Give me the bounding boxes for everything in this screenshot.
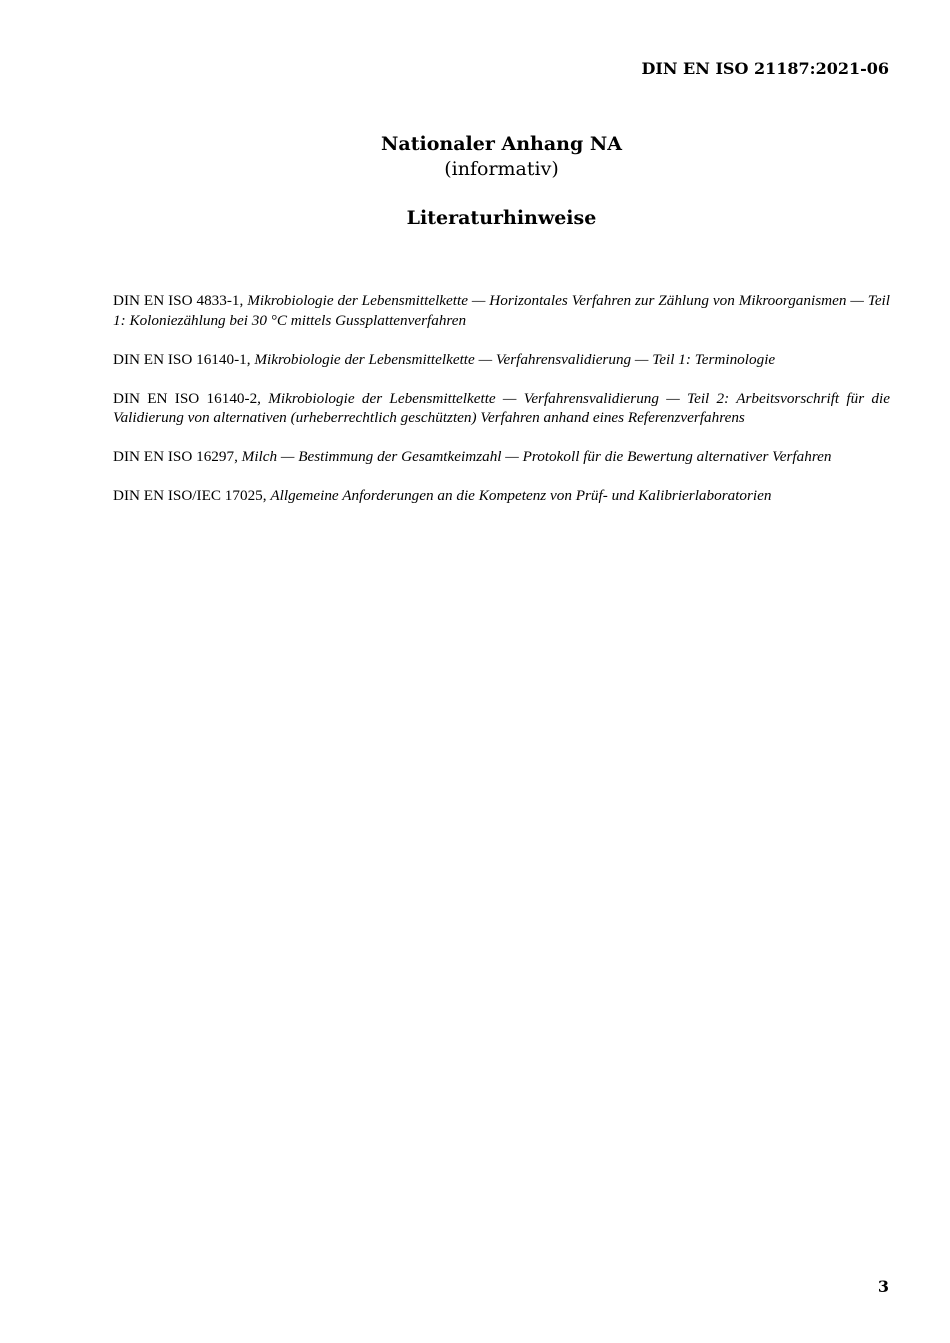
reference-standard: DIN EN ISO/IEC 17025, xyxy=(113,487,267,504)
reference-title: Milch — Bestimmung der Gesamtkeimzahl — Protokoll für die Bewertung alternativer Verfahren xyxy=(241,448,832,465)
section-title: Literaturhinweise xyxy=(406,207,597,229)
reference-standard: DIN EN ISO 16140-1, xyxy=(113,350,251,368)
document-id-header: DIN EN ISO 21187:2021-06 xyxy=(641,59,889,78)
reference-title: Mikrobiologie der Lebensmittelkette — Verfahrensvalidierung — Teil 1: Terminologie xyxy=(254,350,776,368)
annex-title: Nationaler Anhang NA xyxy=(381,133,622,155)
reference-title: Allgemeine Anforderungen an die Kompetenz von Prüf- und Kalibrierlaboratorien xyxy=(270,487,772,504)
reference-item xyxy=(113,389,890,428)
reference-list xyxy=(113,291,890,525)
annex-subtitle: (informativ) xyxy=(444,158,559,180)
reference-item xyxy=(113,447,890,467)
page-number: 3 xyxy=(877,1277,889,1296)
reference-standard: DIN EN ISO 4833-1, xyxy=(113,292,244,309)
reference-item xyxy=(113,486,890,506)
reference-title: Mikrobiologie der Lebensmittelkette — Verfahrensvalidierung — Teil 2: Arbeitsvorschrift für die Validierung von alternativen (urheberrechtlich geschützten) Verfahren anhand eines Referenzverfahrens xyxy=(113,389,890,426)
reference-title: Mikrobiologie der Lebensmittelkette — Horizontales Verfahren zur Zählung von Mikroorganismen — Teil 1: Koloniezählung bei 30 °C mittels Gussplattenverfahren xyxy=(113,292,891,329)
reference-standard: DIN EN ISO 16297, xyxy=(113,448,238,465)
reference-item xyxy=(113,350,890,370)
reference-standard: DIN EN ISO 16140-2, xyxy=(113,389,261,407)
reference-item xyxy=(113,291,890,330)
